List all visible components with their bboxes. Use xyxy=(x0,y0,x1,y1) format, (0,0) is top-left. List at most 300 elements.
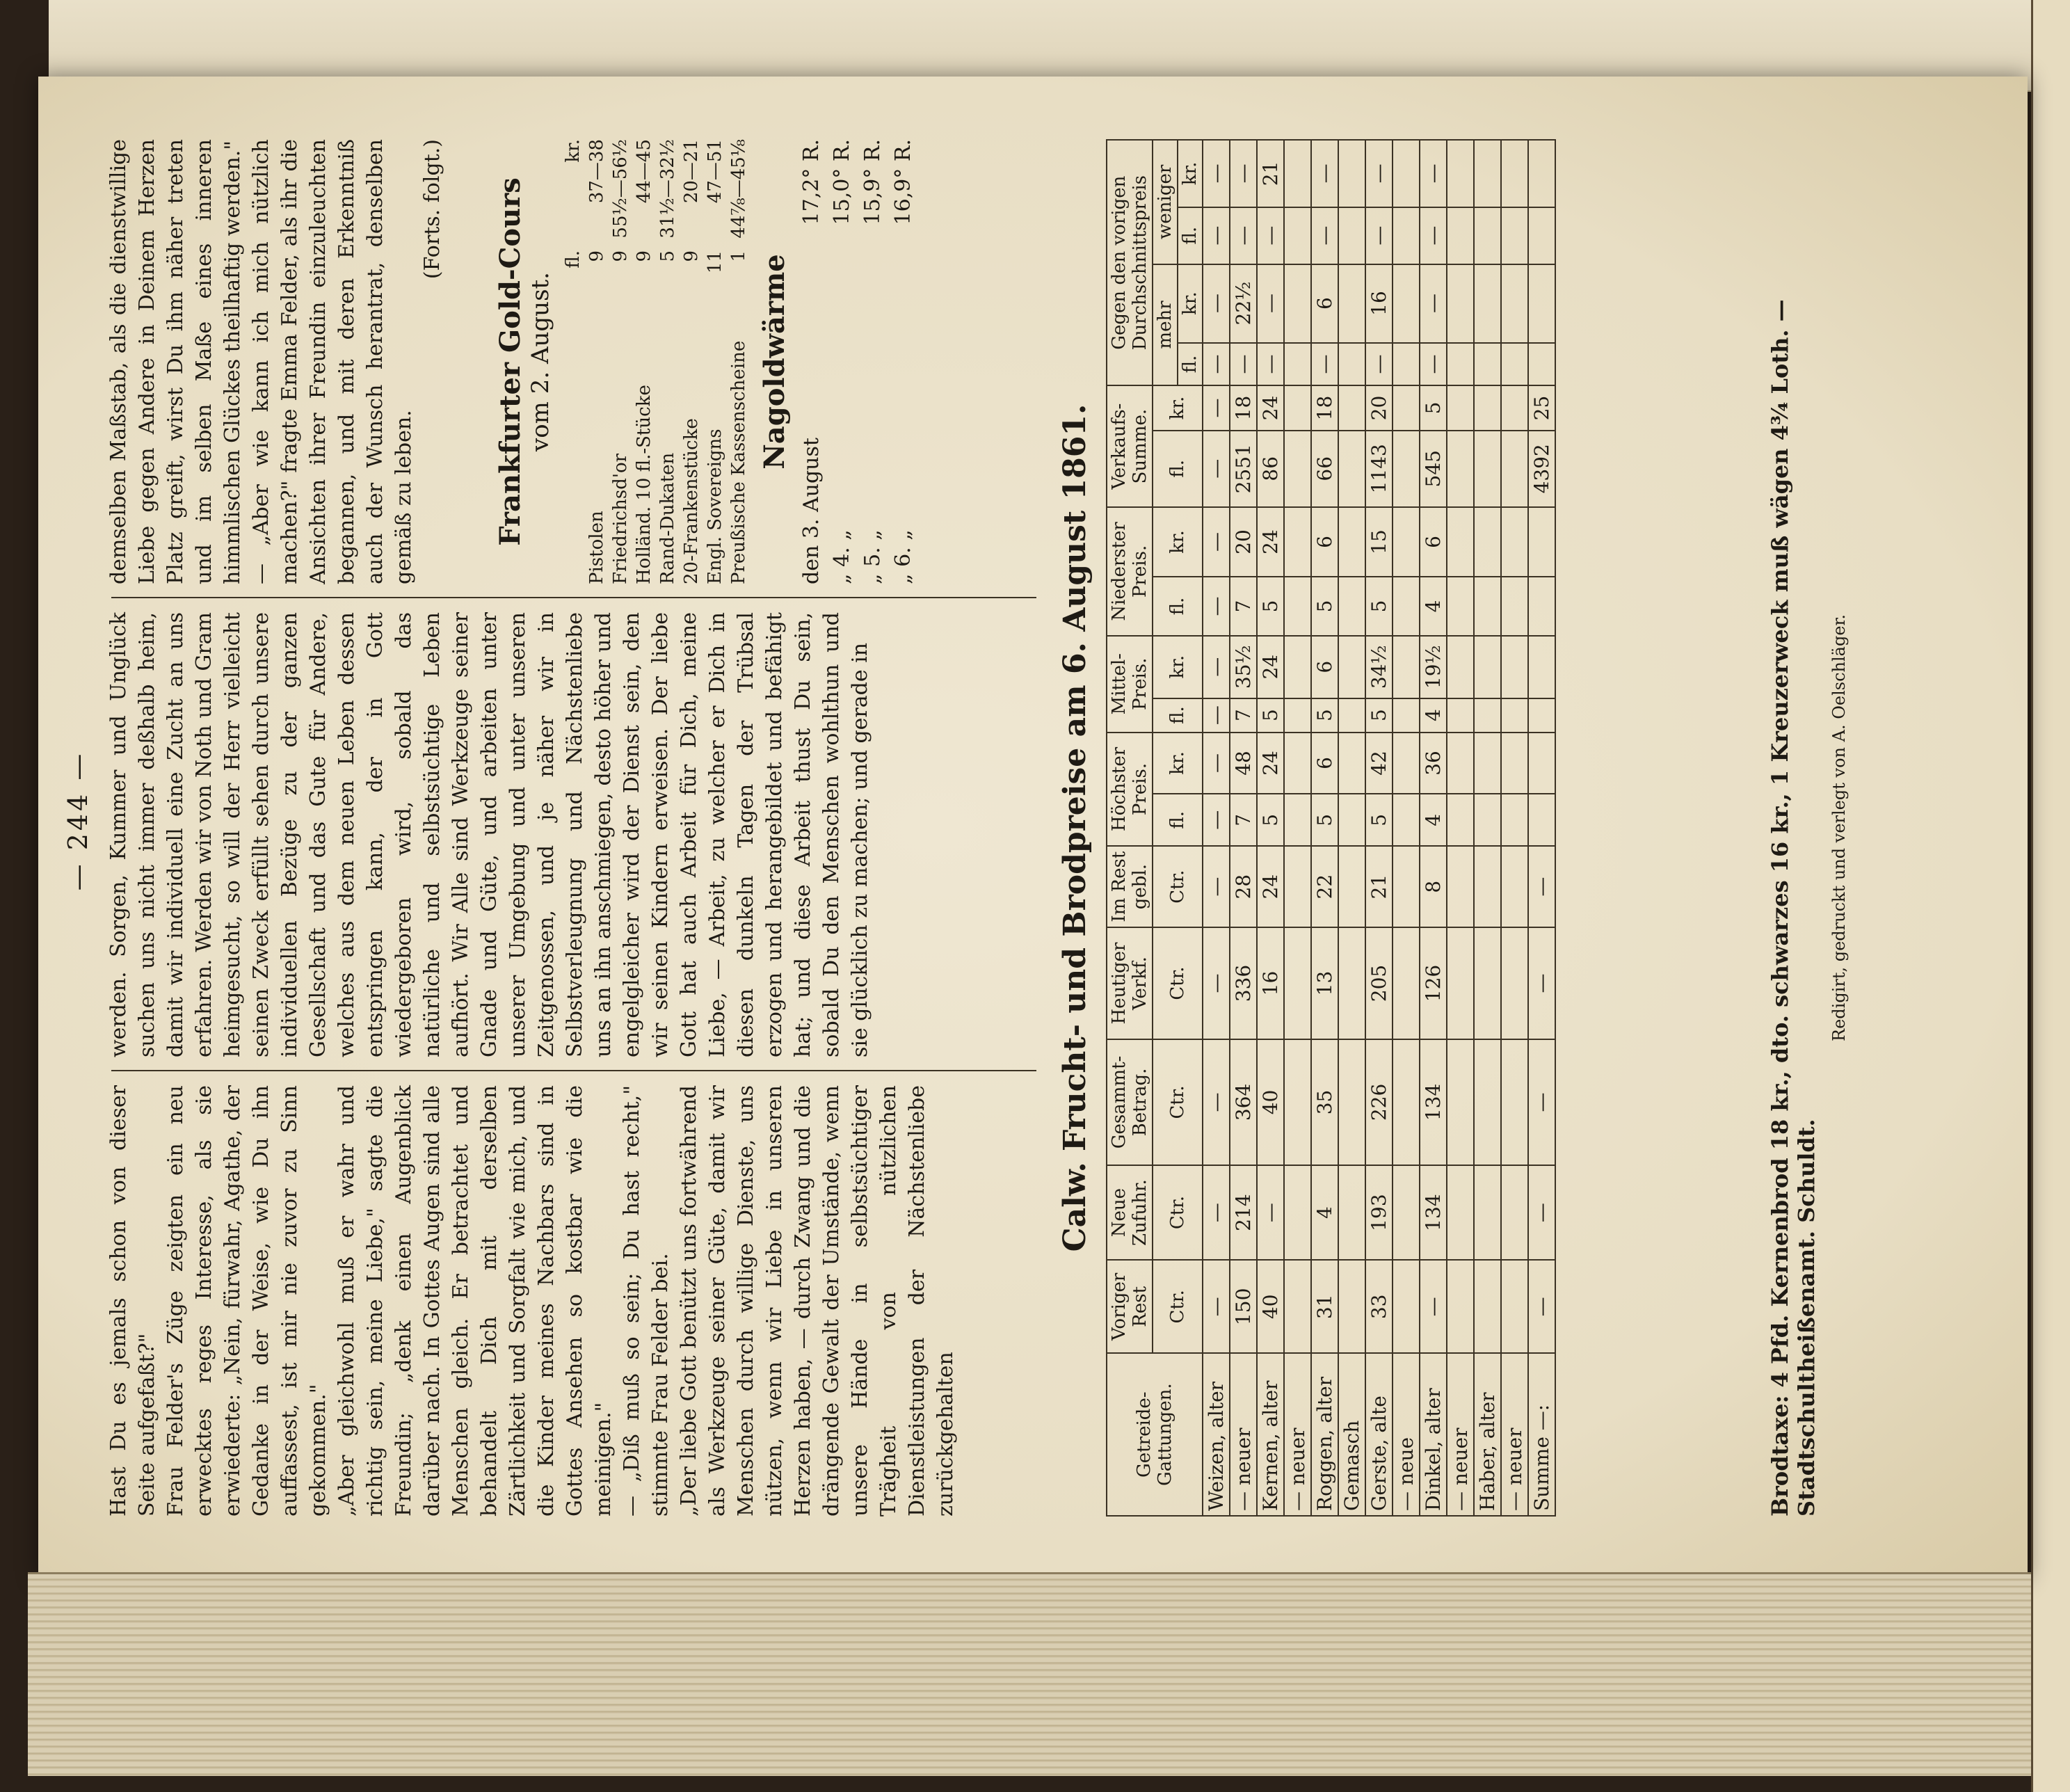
unit-kr: kr. xyxy=(1153,733,1203,794)
table-cell: — xyxy=(1528,1039,1555,1165)
table-cell: — xyxy=(1311,343,1338,386)
table-cell xyxy=(1474,385,1501,430)
table-cell: — xyxy=(1203,698,1230,733)
table-cell: 364 xyxy=(1230,1039,1257,1165)
table-cell xyxy=(1393,431,1420,507)
table-cell: 21 xyxy=(1257,140,1284,207)
rate-fl: 11 xyxy=(705,250,725,274)
table-cell: 6 xyxy=(1311,507,1338,577)
rate-kr: 37—38 xyxy=(586,139,607,204)
table-row xyxy=(1284,140,1311,1516)
table-cell: — xyxy=(1230,343,1257,386)
temperature-row xyxy=(888,139,919,584)
table-cell: 48 xyxy=(1230,733,1257,794)
table-cell xyxy=(1338,385,1365,430)
table-cell: 226 xyxy=(1365,1039,1393,1165)
table-cell xyxy=(1528,577,1555,636)
table-cell: 214 xyxy=(1230,1165,1257,1260)
table-cell xyxy=(1528,733,1555,794)
table-cell: — xyxy=(1203,1260,1230,1353)
table-cell: — xyxy=(1420,1260,1447,1353)
table-cell xyxy=(1501,264,1528,343)
table-cell xyxy=(1338,577,1365,636)
table-cell xyxy=(1447,507,1474,577)
table-cell xyxy=(1338,431,1365,507)
table-cell xyxy=(1474,140,1501,207)
table-cell: 1143 xyxy=(1365,431,1393,507)
table-cell: — xyxy=(1420,264,1447,343)
table-cell xyxy=(1528,343,1555,386)
table-cell: — xyxy=(1311,207,1338,264)
paragraph: Frau Felder's Züge zeigten ein neu erwecktes reges Interesse, als sie erwiederte: „Nein, fürwahr, Agathe, der Gedanke in der Weise, wie Du ihn auffassest, ist mir nie zuvor zu Sinn gekommen." xyxy=(163,1085,330,1517)
table-cell xyxy=(1501,698,1528,733)
table-cell: — xyxy=(1203,846,1230,927)
table-cell: 40 xyxy=(1257,1260,1284,1353)
table-cell xyxy=(1501,507,1528,577)
table-cell xyxy=(1501,577,1528,636)
table-cell xyxy=(1338,636,1365,698)
table-cell xyxy=(1393,1260,1420,1353)
table-cell xyxy=(1447,577,1474,636)
paragraph: — „Diß muß so sein; Du hast recht," stimmte Frau Felder bei. xyxy=(620,1085,673,1517)
table-row xyxy=(1365,140,1393,1516)
table-cell: — xyxy=(1528,846,1555,927)
table-cell xyxy=(1284,140,1311,207)
rotated-page-text xyxy=(49,97,1996,1544)
table-cell xyxy=(1393,343,1420,386)
table-cell xyxy=(1501,343,1528,386)
table-cell: 8 xyxy=(1420,846,1447,927)
table-cell xyxy=(1528,140,1555,207)
table-cell: — xyxy=(1257,343,1284,386)
table-cell xyxy=(1284,794,1311,846)
unit-ctr: Ctr. xyxy=(1153,1260,1203,1353)
table-cell: 86 xyxy=(1257,431,1284,507)
table-cell xyxy=(1501,927,1528,1039)
table-cell: — xyxy=(1230,207,1257,264)
table-cell: 193 xyxy=(1365,1165,1393,1260)
temperature-value: 15,0° R. xyxy=(830,139,854,225)
table-cell: 4 xyxy=(1311,1165,1338,1260)
table-cell xyxy=(1338,733,1365,794)
rate-kr: 47—51 xyxy=(705,139,725,204)
table-cell: 5 xyxy=(1365,794,1393,846)
rate-fl: 9 xyxy=(610,250,631,262)
table-cell xyxy=(1284,927,1311,1039)
page-content xyxy=(49,97,1996,1544)
unit-ctr: Ctr. xyxy=(1153,927,1203,1039)
table-cell: 5 xyxy=(1311,794,1338,846)
table-cell xyxy=(1528,636,1555,698)
gold-subtitle: vom 2. August. xyxy=(527,272,554,452)
table-cell xyxy=(1338,698,1365,733)
table-row xyxy=(1501,140,1528,1516)
continuation-note: (Forts. folgt.) xyxy=(420,139,444,280)
table-cell: — xyxy=(1420,343,1447,386)
unit-ctr: Ctr. xyxy=(1153,1165,1203,1260)
table-cell xyxy=(1284,431,1311,507)
table-cell xyxy=(1284,698,1311,733)
table-cell xyxy=(1393,577,1420,636)
table-cell: — xyxy=(1528,1165,1555,1260)
table-cell xyxy=(1474,577,1501,636)
unit-fl: fl. xyxy=(1178,343,1203,386)
table-cell xyxy=(1284,846,1311,927)
column-divider xyxy=(111,1070,1036,1071)
table-cell xyxy=(1474,207,1501,264)
table-row xyxy=(1338,140,1365,1516)
table-cell: — xyxy=(1203,140,1230,207)
table-cell xyxy=(1284,1039,1311,1165)
table-cell: 5 xyxy=(1311,698,1338,733)
table-row xyxy=(1528,140,1555,1516)
table-cell: 16 xyxy=(1365,264,1393,343)
grain-price-table xyxy=(1106,139,1556,1517)
table-cell xyxy=(1447,140,1474,207)
gold-rate-row xyxy=(680,139,703,584)
table-cell: 24 xyxy=(1257,636,1284,698)
table-cell xyxy=(1393,698,1420,733)
table-cell xyxy=(1338,507,1365,577)
header-summe: Verkaufs-Summe. xyxy=(1107,385,1153,507)
table-cell xyxy=(1474,1260,1501,1353)
rate-fl: 9 xyxy=(634,250,655,262)
table-cell xyxy=(1393,207,1420,264)
table-cell: — xyxy=(1420,207,1447,264)
table-cell xyxy=(1284,733,1311,794)
header-weniger: weniger xyxy=(1153,140,1178,264)
gold-rate-row xyxy=(727,139,751,584)
brodtaxe-line: Brodtaxe: 4 Pfd. Kernenbrod 18 kr., dto. schwarzes 16 kr., 1 Kreuzerweck muß wägen 4¾ Loth. — Stadtschultheißenamt. Schuldt. xyxy=(1767,299,1820,1517)
book-page-edges xyxy=(28,1572,2031,1776)
rate-fl: 9 xyxy=(681,250,702,262)
table-cell xyxy=(1501,636,1528,698)
table-cell: — xyxy=(1203,794,1230,846)
unit-fl: fl. xyxy=(1153,431,1203,507)
table-cell xyxy=(1338,846,1365,927)
table-cell: 5 xyxy=(1311,577,1338,636)
table-cell xyxy=(1474,927,1501,1039)
table-cell xyxy=(1284,343,1311,386)
header-neue: Neue Zufuhr. xyxy=(1107,1165,1153,1260)
header-nieder: Niederster Preis. xyxy=(1107,507,1153,636)
table-cell: 18 xyxy=(1311,385,1338,430)
unit-fl: fl. xyxy=(1153,577,1203,636)
table-cell xyxy=(1338,207,1365,264)
header-rest: Im Rest gebl. xyxy=(1107,846,1153,927)
table-cell: — xyxy=(1203,385,1230,430)
table-cell xyxy=(1284,207,1311,264)
gold-rate-row xyxy=(609,139,632,584)
table-cell: — xyxy=(1365,207,1393,264)
table-cell: 40 xyxy=(1257,1039,1284,1165)
coin-name: Friedrichsd'or xyxy=(610,453,631,584)
table-cell: 5 xyxy=(1257,698,1284,733)
table-cell: 22½ xyxy=(1230,264,1257,343)
text-column-3 xyxy=(104,139,447,584)
table-cell xyxy=(1284,636,1311,698)
table-cell: — xyxy=(1203,577,1230,636)
imprint-line: Redigirt, gedruckt und verlegt von A. Oelschläger. xyxy=(1829,614,1849,1041)
table-cell: — xyxy=(1420,140,1447,207)
table-cell xyxy=(1447,431,1474,507)
table-cell xyxy=(1474,794,1501,846)
table-cell: 4 xyxy=(1420,698,1447,733)
gold-title: Frankfurter Gold-Cours xyxy=(494,177,527,546)
table-cell xyxy=(1338,264,1365,343)
table-cell: — xyxy=(1203,636,1230,698)
table-cell xyxy=(1447,927,1474,1039)
coin-name: Rand-Dukaten xyxy=(657,452,678,584)
table-cell xyxy=(1474,264,1501,343)
table-cell xyxy=(1528,264,1555,343)
table-row xyxy=(1420,140,1447,1516)
table-cell xyxy=(1474,1039,1501,1165)
table-cell: 2551 xyxy=(1230,431,1257,507)
table-cell xyxy=(1501,431,1528,507)
paragraph: „Der liebe Gott benützt uns fortwährend als Werkzeuge seiner Güte, damit wir Menschen durch willige Dienste, uns nützen, wenn wir Liebe in unseren Herzen haben, — durch Zwang und die drängende Gewalt der Umstände, wenn unsere Hände in selbstsüchtiger Trägheit von nützlichen Dienstleistungen der Nächstenliebe zurückgehalten xyxy=(677,1085,958,1517)
table-cell: 6 xyxy=(1420,507,1447,577)
table-cell xyxy=(1393,1039,1420,1165)
temperature-value: 17,2° R. xyxy=(799,139,824,225)
table-cell xyxy=(1501,140,1528,207)
table-cell: 24 xyxy=(1257,846,1284,927)
table-row xyxy=(1203,140,1230,1516)
unit-ctr: Ctr. xyxy=(1153,846,1203,927)
table-cell xyxy=(1393,1165,1420,1260)
table-cell xyxy=(1474,1165,1501,1260)
table-cell: 134 xyxy=(1420,1165,1447,1260)
table-cell: 6 xyxy=(1311,264,1338,343)
table-cell xyxy=(1447,733,1474,794)
table-cell xyxy=(1447,794,1474,846)
table-cell: 150 xyxy=(1230,1260,1257,1353)
table-cell: 33 xyxy=(1365,1260,1393,1353)
table-cell: 24 xyxy=(1257,507,1284,577)
table-cell: 5 xyxy=(1420,385,1447,430)
table-cell xyxy=(1501,1039,1528,1165)
grain-name: — neuer xyxy=(1284,1353,1311,1516)
table-cell: 34½ xyxy=(1365,636,1393,698)
paragraph: Hast Du es jemals schon von dieser Seite aufgefaßt?" xyxy=(106,1085,159,1517)
table-cell: 5 xyxy=(1365,698,1393,733)
grain-name: Summe —: xyxy=(1528,1353,1555,1516)
unit-fl: fl. xyxy=(1153,698,1203,733)
temperature-date: den 3. August xyxy=(799,438,824,584)
coin-name: 20-Frankenstücke xyxy=(681,418,702,584)
table-cell: — xyxy=(1365,140,1393,207)
rate-kr: 55½—56½ xyxy=(610,139,631,239)
table-cell: 4 xyxy=(1420,577,1447,636)
table-cell xyxy=(1338,140,1365,207)
table-cell: 4392 xyxy=(1528,431,1555,507)
unit-fl: fl. xyxy=(1153,794,1203,846)
table-row xyxy=(1447,140,1474,1516)
paragraph: werden. Sorgen, Kummer und Unglück suchen uns nicht immer deßhalb heim, damit wir individuell eine Zucht an uns erfahren. Werden wir von Noth und Gram heimgesucht, so will der Herr vielleicht seinen Zweck erfüllt sehen durch unsere individuellen Bezüge zu der ganzen Gesellschaft und das Gute für Andere, welches aus dem neuen Leben dessen entspringen kann, der in Gott wiedergeboren wird, sobald das natürliche und selbstsüchtige Leben aufhört. Wir Alle sind Werkzeuge seiner Gnade und Güte, und arbeiten unter unserer Umgebung und unter unseren Zeitgenossen, und je näher wir in Selbstverleugnung und Nächstenliebe uns an ihn anschmiegen, desto höher und engelgleicher wird der Dienst sein, den wir seinen Kindern erweisen. Der liebe Gott hat auch Arbeit für Dich, meine Liebe, — Arbeit, zu welcher er Dich in diesen dunkeln Tagen der Trübsal erzogen und herangebildet und befähigt hat; und diese Arbeit thust Du sein, sobald Du den Menschen wohlthun und sie glücklich zu machen; und gerade in xyxy=(106,612,872,1057)
grain-name: — neuer xyxy=(1230,1353,1257,1516)
temperature-date: „ 6. „ xyxy=(891,529,915,584)
table-cell xyxy=(1338,343,1365,386)
table-cell xyxy=(1447,1039,1474,1165)
table-cell xyxy=(1393,846,1420,927)
table-cell xyxy=(1447,264,1474,343)
table-cell: — xyxy=(1528,1260,1555,1353)
table-cell: 7 xyxy=(1230,698,1257,733)
temperature-value: 16,9° R. xyxy=(891,139,915,225)
table-cell: — xyxy=(1203,264,1230,343)
table-cell: — xyxy=(1203,343,1230,386)
table-cell: — xyxy=(1311,140,1338,207)
table-cell: 6 xyxy=(1311,636,1338,698)
table-cell: 5 xyxy=(1257,794,1284,846)
table-cell xyxy=(1284,385,1311,430)
table-cell xyxy=(1528,698,1555,733)
table-cell xyxy=(1528,507,1555,577)
table-cell: — xyxy=(1203,207,1230,264)
table-cell xyxy=(1474,431,1501,507)
unit-kr: kr. xyxy=(1153,507,1203,577)
table-cell xyxy=(1501,207,1528,264)
rate-kr: 44—45 xyxy=(634,139,655,204)
table-cell xyxy=(1284,1260,1311,1353)
column-divider xyxy=(111,597,1036,598)
unit-kr: kr. xyxy=(1178,264,1203,343)
table-cell: — xyxy=(1203,1165,1230,1260)
unit-ctr: Ctr. xyxy=(1153,1039,1203,1165)
grain-name: Kernen, alter xyxy=(1257,1353,1284,1516)
table-cell: 19½ xyxy=(1420,636,1447,698)
table-cell xyxy=(1393,507,1420,577)
temperature-row xyxy=(858,139,888,584)
table-cell: 25 xyxy=(1528,385,1555,430)
table-cell xyxy=(1284,577,1311,636)
coin-name: Holländ. 10 fl.-Stücke xyxy=(634,385,655,584)
grain-name: Roggen, alter xyxy=(1311,1353,1338,1516)
temperature-row xyxy=(796,139,827,584)
table-cell: 22 xyxy=(1311,846,1338,927)
table-cell xyxy=(1474,636,1501,698)
table-cell xyxy=(1474,846,1501,927)
grain-name: — neue xyxy=(1393,1353,1420,1516)
grain-name: Gerste, alte xyxy=(1365,1353,1393,1516)
gold-rate-row xyxy=(632,139,656,584)
header-heutig: Heutiger Verkf. xyxy=(1107,927,1153,1039)
rate-fl: 9 xyxy=(586,250,607,262)
table-cell xyxy=(1393,733,1420,794)
gold-rate-row xyxy=(703,139,727,584)
header-gesammt: Gesammt-Betrag. xyxy=(1107,1039,1153,1165)
table-cell: 18 xyxy=(1230,385,1257,430)
table-cell: 24 xyxy=(1257,733,1284,794)
table-cell xyxy=(1474,343,1501,386)
table-cell: 20 xyxy=(1365,385,1393,430)
table-cell: 126 xyxy=(1420,927,1447,1039)
table-cell: 205 xyxy=(1365,927,1393,1039)
table-cell xyxy=(1501,733,1528,794)
rate-kr: 20—21 xyxy=(681,139,702,204)
table-cell: 24 xyxy=(1257,385,1284,430)
table-cell xyxy=(1393,140,1420,207)
nagold-temperature xyxy=(758,139,919,584)
page-number: — 244 — xyxy=(63,751,93,891)
table-cell: 21 xyxy=(1365,846,1393,927)
table-cell xyxy=(1284,507,1311,577)
rate-fl: 1 xyxy=(728,250,749,262)
header-mehr: mehr xyxy=(1153,264,1178,386)
table-cell: 28 xyxy=(1230,846,1257,927)
table-cell xyxy=(1338,1039,1365,1165)
gold-rate-row xyxy=(585,139,609,584)
table-cell xyxy=(1393,636,1420,698)
table-cell: 5 xyxy=(1365,577,1393,636)
table-cell xyxy=(1474,698,1501,733)
table-cell: — xyxy=(1203,1039,1230,1165)
table-cell xyxy=(1284,1165,1311,1260)
unit-kr: kr. xyxy=(563,139,584,163)
unit-kr: kr. xyxy=(1153,385,1203,430)
price-table-title: Calw. Frucht- und Brodpreise am 6. August 1861. xyxy=(1057,403,1093,1252)
table-cell: 15 xyxy=(1365,507,1393,577)
table-cell: 134 xyxy=(1420,1039,1447,1165)
text-column-1 xyxy=(104,1085,960,1517)
table-cell xyxy=(1447,1165,1474,1260)
table-cell xyxy=(1447,698,1474,733)
temperature-date: „ 4. „ xyxy=(830,529,854,584)
gold-exchange-rates xyxy=(494,139,751,584)
table-cell xyxy=(1474,733,1501,794)
grain-name: Haber, alter xyxy=(1474,1353,1501,1516)
table-cell: — xyxy=(1528,927,1555,1039)
table-row xyxy=(1230,140,1257,1516)
grain-name: Weizen, alter xyxy=(1203,1353,1230,1516)
table-cell xyxy=(1393,385,1420,430)
table-cell: — xyxy=(1230,140,1257,207)
table-cell: 336 xyxy=(1230,927,1257,1039)
grain-name: Gemasch xyxy=(1338,1353,1365,1516)
table-cell: — xyxy=(1203,927,1230,1039)
coin-name: Preußische Kassenscheine xyxy=(728,340,749,584)
table-cell: — xyxy=(1203,507,1230,577)
text-column-2 xyxy=(104,612,874,1057)
table-row xyxy=(1257,140,1284,1516)
table-cell: 13 xyxy=(1311,927,1338,1039)
header-vergleich: Gegen den vorigen Durchschnittspreis xyxy=(1107,140,1153,385)
unit-kr: kr. xyxy=(1178,140,1203,207)
table-cell xyxy=(1447,343,1474,386)
table-cell xyxy=(1393,264,1420,343)
table-cell: 35 xyxy=(1311,1039,1338,1165)
unit-kr: kr. xyxy=(1153,636,1203,698)
table-cell xyxy=(1528,207,1555,264)
table-cell: 6 xyxy=(1311,733,1338,794)
table-cell xyxy=(1501,846,1528,927)
table-cell xyxy=(1474,507,1501,577)
header-vorig: Voriger Rest xyxy=(1107,1260,1153,1353)
gold-rate-row xyxy=(656,139,680,584)
paragraph: — „Aber wie kann ich mich nützlich machen?" fragte Emma Felder, als ihr die Ansichten ihrer Freundin einzuleuchten begannen, und mit deren Erkenntniß auch der Wunsch herantrat, denselben gemäß zu leben. xyxy=(249,139,416,584)
table-cell xyxy=(1338,794,1365,846)
temperature-value: 15,9° R. xyxy=(860,139,885,225)
table-cell xyxy=(1528,794,1555,846)
unit-fl: fl. xyxy=(1178,207,1203,264)
coin-name: Pistolen xyxy=(586,511,607,584)
table-cell: — xyxy=(1257,207,1284,264)
grain-name: — neuer xyxy=(1447,1353,1474,1516)
table-cell: 42 xyxy=(1365,733,1393,794)
table-cell xyxy=(1338,1260,1365,1353)
table-cell: 31 xyxy=(1311,1260,1338,1353)
rate-kr: 44⅞—45⅛ xyxy=(728,139,749,239)
